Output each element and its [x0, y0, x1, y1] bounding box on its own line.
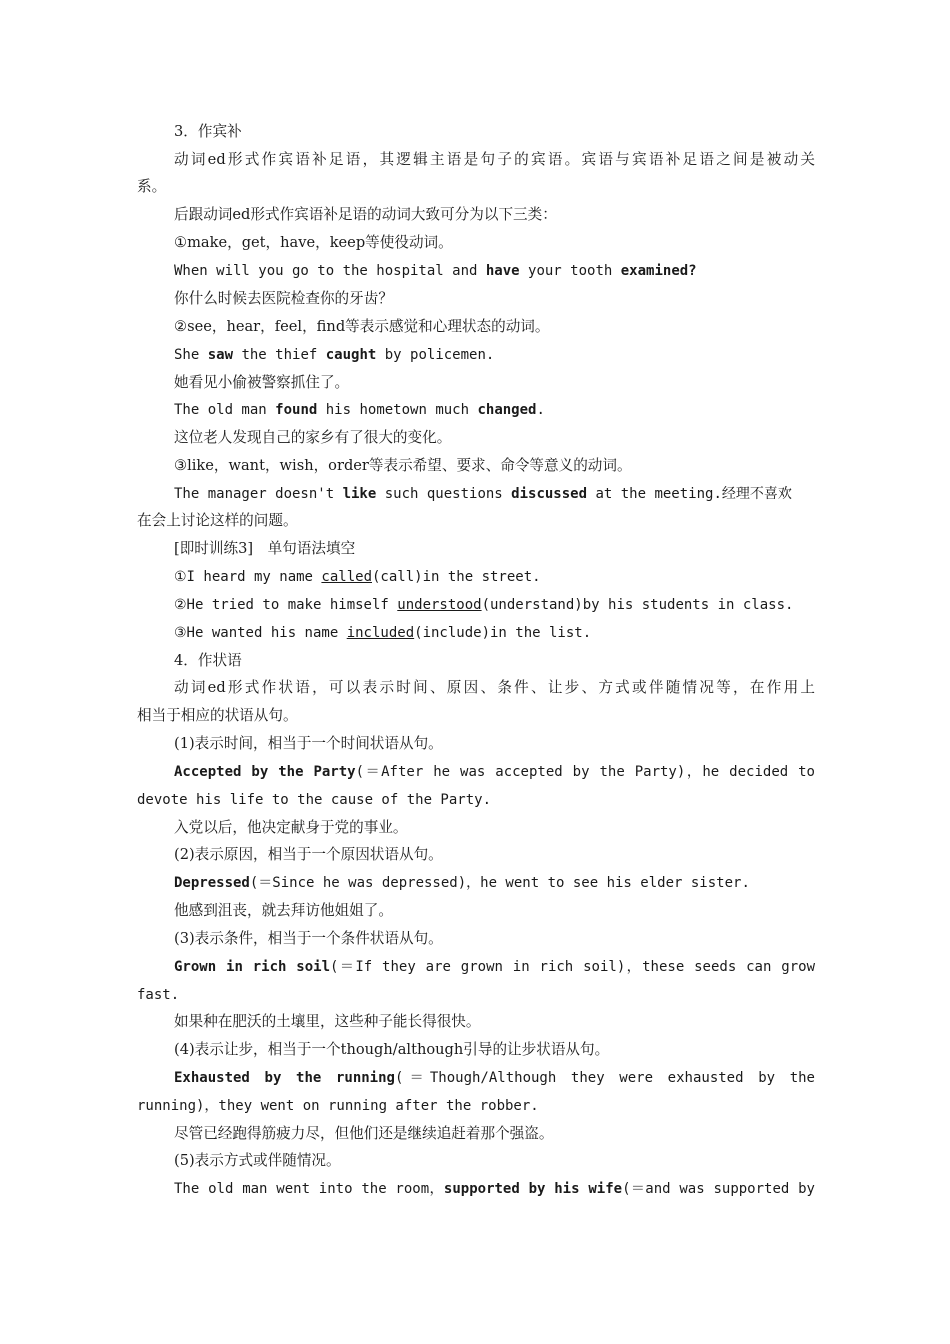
point-4-translation: 尽管已经跑得筋疲力尽，但他们还是继续追赶着那个强盗。: [174, 1125, 554, 1142]
text: (＝Since he was depressed)，he went to see his elder sister.: [249, 875, 750, 891]
point-1-title: (1)表示时间，相当于一个时间状语从句。: [174, 735, 443, 752]
practice-question-3: [174, 623, 815, 643]
example-2: [174, 345, 815, 365]
example-1-translation: 你什么时候去医院检查你的牙齿？: [174, 290, 393, 307]
text: the thief: [233, 347, 326, 363]
point-4-title: (4)表示让步，相当于一个though/although引导的让步状语从句。: [174, 1041, 610, 1058]
example-3-translation: 这位老人发现自己的家乡有了很大的变化。: [174, 429, 452, 446]
verb-type-1: ①make，get，have，keep等使役动词。: [174, 234, 453, 251]
text: .: [536, 402, 545, 418]
text: your tooth: [519, 263, 621, 279]
text: She: [174, 347, 208, 363]
point-5-title: (5)表示方式或伴随情况。: [174, 1152, 341, 1169]
text: ②He tried to make himself: [174, 597, 398, 613]
text: When will you go to the hospital and: [174, 263, 486, 279]
text: The old man: [174, 402, 276, 418]
bold-text: discussed: [511, 486, 588, 502]
text: ③He wanted his name: [174, 625, 347, 641]
answer: called: [321, 569, 372, 585]
text: The manager doesn't: [174, 486, 343, 502]
point-1-example-line-1: [174, 762, 815, 782]
practice-question-2: [174, 595, 815, 615]
bold-text: Exhausted by the running: [174, 1070, 395, 1086]
example-4: [174, 484, 815, 504]
text: (include)in the list.: [414, 625, 592, 641]
bold-text: caught: [325, 347, 377, 363]
example-2-translation: 她看见小偷被警察抓住了。: [174, 374, 350, 391]
point-2-title: (2)表示原因，相当于一个原因状语从句。: [174, 846, 443, 863]
bold-text: like: [342, 486, 377, 502]
text: (understand)by his students in class.: [481, 597, 794, 613]
point-3-translation: 如果种在肥沃的土壤里，这些种子能长得很快。: [174, 1013, 481, 1030]
bold-text: changed: [477, 402, 537, 418]
text: (call)in the street.: [372, 569, 541, 585]
answer: understood: [397, 597, 482, 613]
text: at the meeting.经理不喜欢: [587, 486, 792, 502]
bold-text: found: [275, 402, 318, 418]
verb-type-3: ③like，want，wish，order等表示希望、要求、命令等意义的动词。: [174, 457, 632, 474]
section-3-heading: 3．作宾补: [174, 123, 242, 140]
practice-title: [即时训练3] 单句语法填空: [174, 540, 356, 557]
text: his hometown much: [317, 402, 478, 418]
text: The old man went into the room，: [174, 1181, 444, 1197]
section-3-classify: 后跟动词ed形式作宾语补足语的动词大致可分为以下三类：: [174, 206, 557, 223]
section-3-intro-line-2: 系。: [137, 178, 167, 195]
bold-text: have: [485, 263, 520, 279]
bold-text: examined?: [620, 263, 697, 279]
practice-question-1: [174, 567, 815, 587]
text: (＝and was supported by: [622, 1181, 815, 1197]
text: by policemen.: [376, 347, 495, 363]
point-5-example-line-1: [174, 1179, 815, 1199]
point-2-translation: 他感到沮丧，就去拜访他姐姐了。: [174, 902, 393, 919]
text: (＝After he was accepted by the Party)，he decided to: [355, 764, 815, 780]
example-4-translation: 在会上讨论这样的问题。: [137, 512, 298, 529]
point-3-example-line-2: fast.: [137, 987, 180, 1003]
bold-text: Depressed: [174, 875, 250, 891]
bold-text: Accepted by the Party: [174, 764, 356, 780]
section-3-intro-line-1: 动词ed形式作宾语补足语，其逻辑主语是句子的宾语。宾语与宾语补足语之间是被动关: [174, 151, 815, 168]
text: (＝If they are grown in rich soil)，these seeds can grow: [330, 959, 815, 975]
point-3-title: (3)表示条件，相当于一个条件状语从句。: [174, 930, 443, 947]
point-1-translation: 入党以后，他决定献身于党的事业。: [174, 819, 408, 836]
answer: included: [346, 625, 415, 641]
text: ①I heard my name: [174, 569, 322, 585]
bold-text: Grown in rich soil: [174, 959, 331, 975]
point-4-example-line-1: [174, 1068, 815, 1088]
example-1: [174, 261, 815, 281]
verb-type-2: ②see，hear，feel，find等表示感觉和心理状态的动词。: [174, 318, 550, 335]
point-3-example-line-1: [174, 957, 815, 977]
text: such questions: [376, 486, 512, 502]
bold-text: supported by his wife: [443, 1181, 623, 1197]
point-2-example: [174, 873, 815, 893]
section-4-heading: 4．作状语: [174, 652, 242, 669]
section-4-intro-line-2: 相当于相应的状语从句。: [137, 707, 298, 724]
point-1-example-line-2: devote his life to the cause of the Party.: [137, 792, 492, 808]
bold-text: saw: [207, 347, 234, 363]
point-4-example-line-2: running)，they went on running after the robber.: [137, 1098, 539, 1114]
section-4-intro-line-1: 动词ed形式作状语，可以表示时间、原因、条件、让步、方式或伴随情况等，在作用上: [174, 679, 815, 696]
example-3: [174, 400, 815, 420]
text: (＝Though/Although they were exhausted by the: [394, 1070, 815, 1086]
